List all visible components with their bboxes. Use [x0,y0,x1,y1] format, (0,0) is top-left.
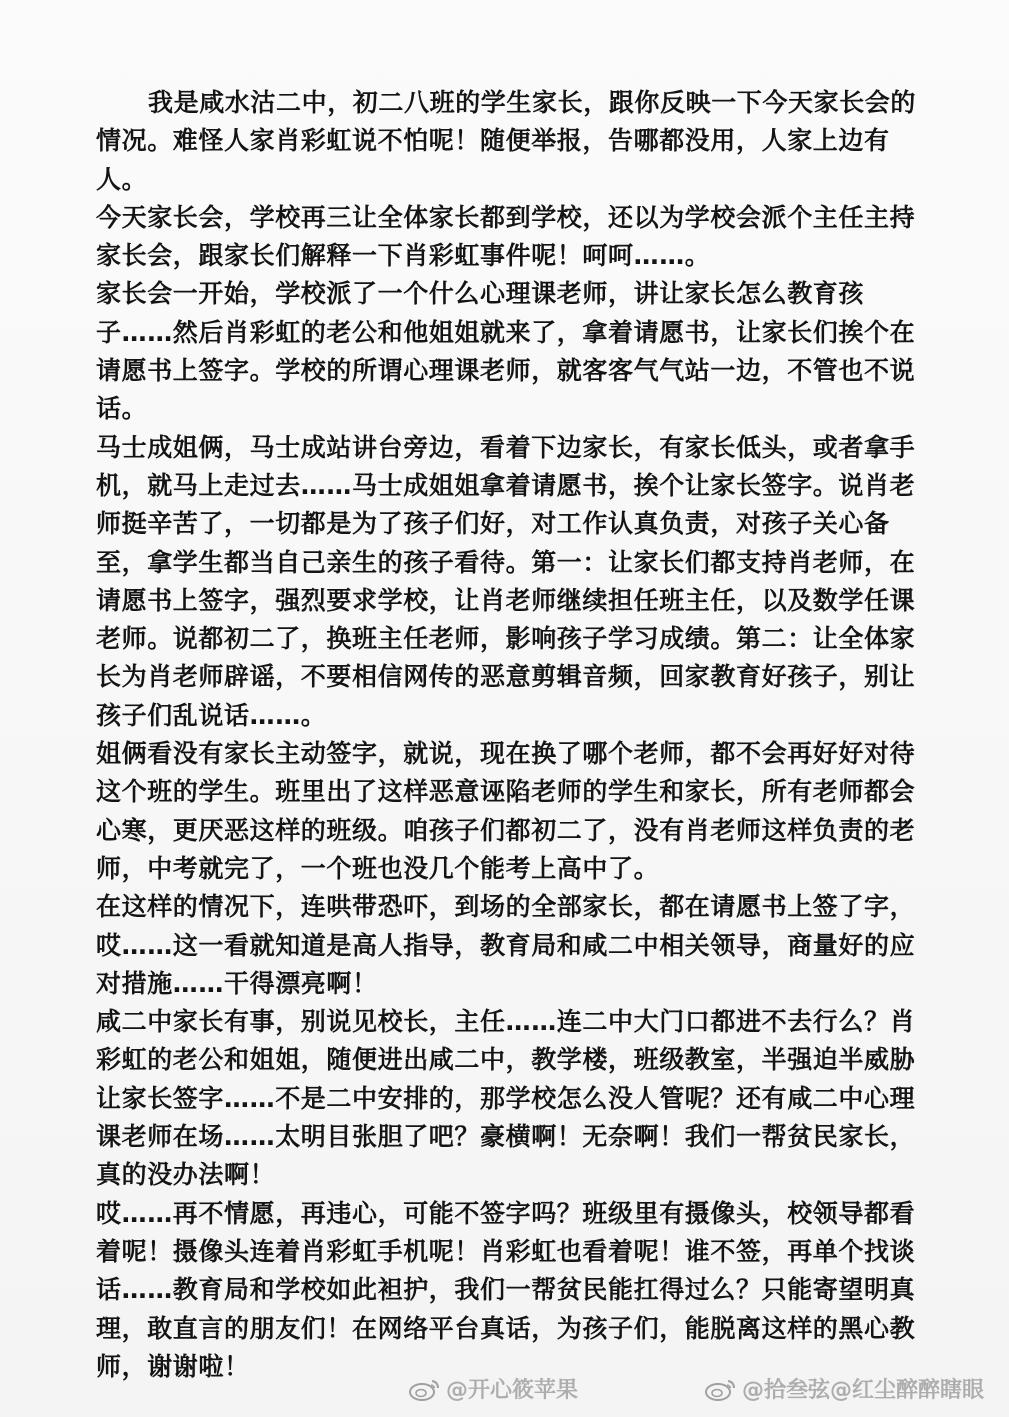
watermark-1-text: @开心筱苹果 [446,1378,579,1403]
paragraph-7: 咸二中家长有事，别说见校长，主任……连二中大门口都进不去行么？肖彩虹的老公和姐姐，随便进出咸二中，教学楼，班级教室，半强迫半威胁让家长签字……不是二中安排的，那学校怎么没人管呢？还有咸二中心理课老师在场……太明目张胆了吧？豪横啊！无奈啊！我们一帮贫民家长，真的没办法啊！ [96,1007,916,1190]
paragraph-6: 在这样的情况下，连哄带恐吓，到场的全部家长，都在请愿书上签了字，哎……这一看就知道是高人指导，教育局和咸二中相关领导，商量好的应对措施……干得漂亮啊！ [96,892,916,998]
watermark-2 [704,1376,984,1406]
paragraph-2: 今天家长会，学校再三让全体家长都到学校，还以为学校会派个主任主持家长会，跟家长们解释一下肖彩虹事件呢！呵呵……。 [96,202,916,271]
paragraph-5: 姐俩看没有家长主动签字，就说，现在换了哪个老师，都不会再好好对待这个班的学生。班里出了这样恶意诬陷老师的学生和家长，所有老师都会心寒，更厌恶这样的班级。咱孩子们都初二了，没有肖老师这样负责的老师，中考就完了，一个班也没几个能考上高中了。 [96,739,916,883]
paragraph-1: 我是咸水沽二中，初二八班的学生家长，跟你反映一下今天家长会的情况。难怪人家肖彩虹说不怕呢！随便举报，告哪都没用，人家上边有人。 [96,88,917,194]
paragraph-3: 家长会一开始，学校派了一个什么心理课老师，讲让家长怎么教育孩子……然后肖彩虹的老公和他姐姐就来了，拿着请愿书，让家长们挨个在请愿书上签字。学校的所谓心理课老师，就客客气气站一边，不管也不说话。 [96,279,916,424]
paragraph-4: 马士成姐俩，马士成站讲台旁边，看着下边家长，有家长低头，或者拿手机，就马上走过去……马士成姐姐拿着请愿书，挨个让家长签字。说肖老师挺辛苦了，一切都是为了孩子们好，对工作认真负责，对孩子关心备至，拿学生都当自己亲生的孩子看待。第一：让家长们都支持肖老师，在请愿书上签字，强烈要求学校，让肖老师继续担任班主任，以及数学任课老师。说都初二了，换班主任老师，影响孩子学习成绩。第二：让全体家长为肖老师辟谣，不要相信网传的恶意剪辑音频，回家教育好孩子，别让孩子们乱说话……。 [96,432,916,730]
weibo-icon [408,1377,442,1401]
watermark-2-text: @拾叁弦@红尘醉醉瞎眼 [742,1378,985,1403]
watermark-bar [0,1376,1009,1410]
document-body [96,84,926,1386]
watermark-1 [408,1376,578,1406]
paragraph-8: 哎……再不情愿，再违心，可能不签字吗？班级里有摄像头，校领导都看着呢！摄像头连着肖彩虹手机呢！肖彩虹也看着呢！谁不签，再单个找谈话……教育局和学校如此袒护，我们一帮贫民能扛得过么？只能寄望明真理，敢直言的朋友们！在网络平台真话，为孩子们，能脱离这样的黑心教师，谢谢啦！ [96,1198,916,1381]
weibo-icon [704,1377,738,1401]
